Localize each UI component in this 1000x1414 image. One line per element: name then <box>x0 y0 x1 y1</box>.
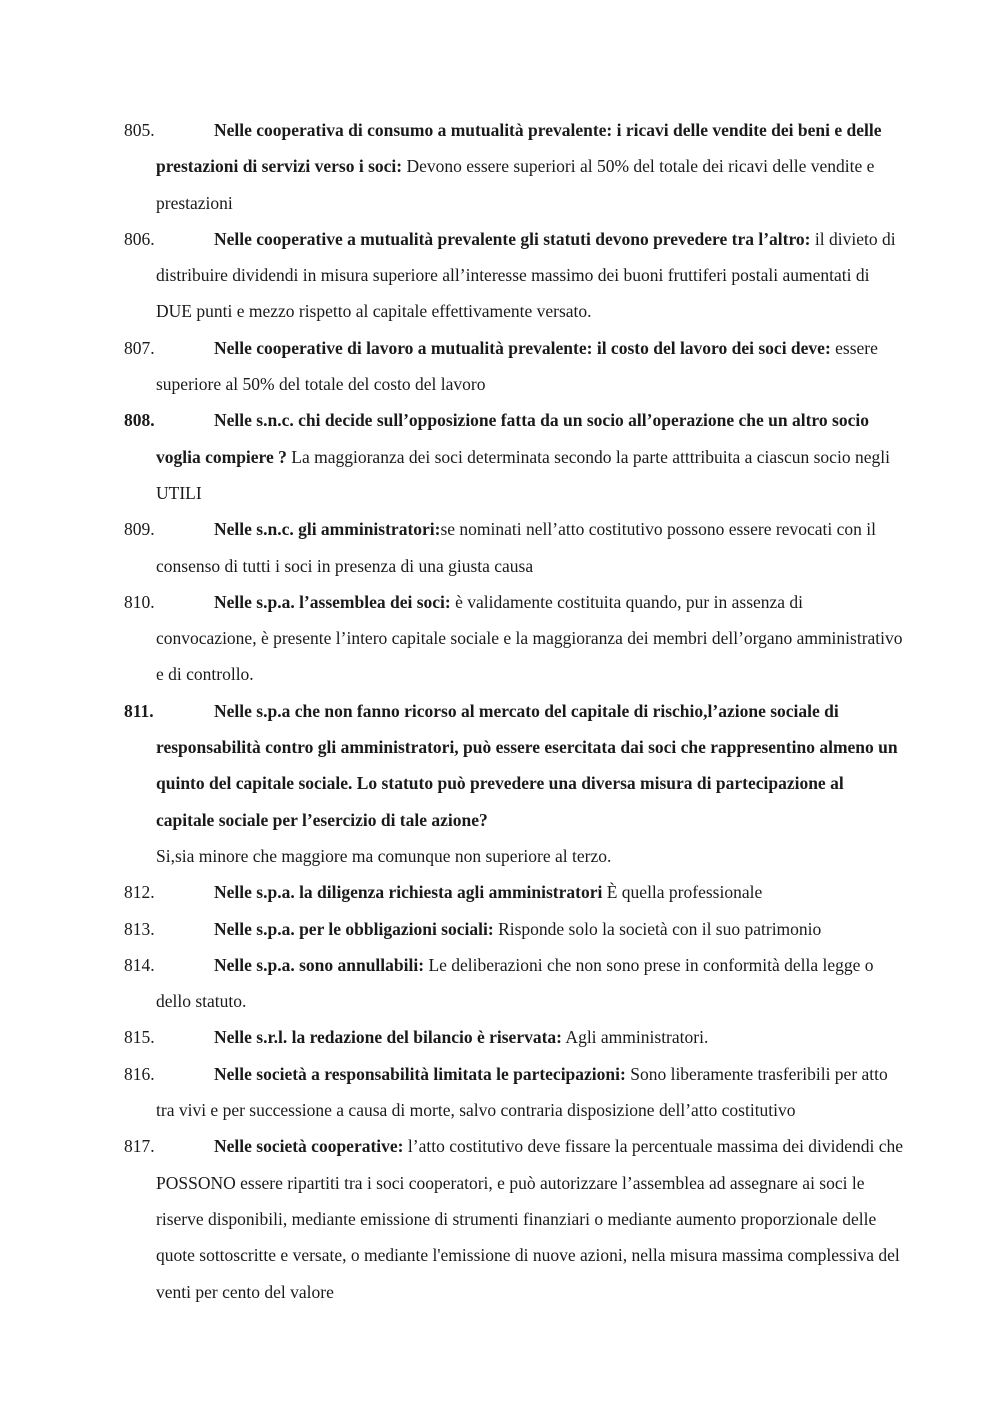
question-text: Nelle s.p.a. l’assemblea dei soci: <box>214 591 451 612</box>
question-text: Nelle s.p.a che non fanno ricorso al mercato del capitale di rischio,l’azione sociale di responsabilità contro gli amministratori, può essere esercitata dai soci che rappresentino almeno un quinto del capitale sociale. Lo statuto può prevedere una diversa misura di partecipazione al capitale sociale per l’esercizio di tale azione? <box>156 700 898 830</box>
question-list <box>124 112 904 1310</box>
answer-text: Risponde solo la società con il suo patrimonio <box>493 918 822 939</box>
answer-text: Le deliberazioni che non sono prese in conformità della legge o dello statuto. <box>156 954 874 1012</box>
item-number: 809. <box>124 519 155 540</box>
answer-text: Si,sia minore che maggiore ma comunque non superiore al terzo. <box>156 845 612 866</box>
answer-text: è validamente costituita quando, pur in assenza di convocazione, è presente l’intero capitale sociale e la maggioranza dei membri dell’organo amministrativo e di controllo. <box>156 591 903 685</box>
question-text: Nelle s.r.l. la redazione del bilancio è riservata: <box>214 1027 563 1048</box>
item-number: 811. <box>124 700 154 721</box>
question-text: Nelle società a responsabilità limitata le partecipazioni: <box>214 1063 626 1084</box>
question-text: Nelle s.p.a. sono annullabili: <box>214 954 425 975</box>
question-text: Nelle cooperative a mutualità prevalente gli statuti devono prevedere tra l’altro: <box>214 228 811 249</box>
list-item <box>124 1056 904 1129</box>
answer-text: Devono essere superiori al 50% del totale dei ricavi delle vendite e prestazioni <box>156 156 875 213</box>
answer-text: Sono liberamente trasferibili per atto tra vivi e per successione a causa di morte, salvo contraria disposizione dell’atto costitutivo <box>156 1063 888 1121</box>
list-item <box>124 221 904 330</box>
question-text: Nelle s.n.c. gli amministratori: <box>214 519 441 540</box>
item-number: 808. <box>124 410 155 431</box>
list-item <box>124 584 904 693</box>
question-text: Nelle s.p.a. per le obbligazioni sociali: <box>214 918 494 939</box>
item-number: 814. <box>124 954 155 975</box>
answer-text: La maggioranza dei soci determinata secondo la parte atttribuita a ciascun socio negli UTILI <box>156 446 890 503</box>
answer-text: se nominati nell’atto costitutivo possono essere revocati con il consenso di tutti i soci in presenza di una giusta causa <box>156 519 876 576</box>
answer-text: essere superiore al 50% del totale del costo del lavoro <box>156 337 878 395</box>
item-number: 806. <box>124 228 155 249</box>
question-text: Nelle società cooperative: <box>214 1136 404 1157</box>
question-text: Nelle s.n.c. chi decide sull’opposizione fatta da un socio all’operazione che un altro socio voglia compiere ? <box>156 410 869 467</box>
list-item <box>124 112 904 221</box>
question-text: Nelle cooperative di lavoro a mutualità prevalente: il costo del lavoro dei soci deve: <box>214 337 831 358</box>
list-item <box>124 693 904 874</box>
item-number: 812. <box>124 882 155 903</box>
list-item <box>124 330 904 403</box>
list-item <box>124 1128 904 1309</box>
list-item <box>124 911 904 947</box>
item-number: 807. <box>124 337 155 358</box>
item-number: 805. <box>124 120 155 140</box>
question-text: Nelle s.p.a. la diligenza richiesta agli amministratori <box>214 882 603 903</box>
item-number: 817. <box>124 1136 155 1157</box>
item-number: 816. <box>124 1063 155 1084</box>
question-text: Nelle cooperativa di consumo a mutualità prevalente: i ricavi delle vendite dei beni e delle prestazioni di servizi verso i soci: <box>156 120 882 177</box>
answer-text: Agli amministratori. <box>562 1027 709 1048</box>
answer-text: È quella professionale <box>602 882 763 903</box>
list-item <box>124 1019 904 1055</box>
item-number: 815. <box>124 1027 155 1048</box>
answer-text: il divieto di distribuire dividendi in misura superiore all’interesse massimo dei buoni fruttiferi postali aumentati di DUE punti e mezzo rispetto al capitale effettivamente versato. <box>156 228 896 322</box>
list-item <box>124 402 904 511</box>
list-item <box>124 874 904 910</box>
list-item <box>124 511 904 584</box>
item-number: 810. <box>124 591 155 612</box>
answer-text: l’atto costitutivo deve fissare la percentuale massima dei dividendi che POSSONO essere ripartiti tra i soci cooperatori, e può autorizzare l’assemblea ad assegnare ai soci le riserve disponibili, mediante emissione di strumenti finanziari o mediante aumento proporzionale delle quote sottoscritte e versate, o mediante l'emissione di nuove azioni, nella misura massima complessiva del venti per cento del valore <box>156 1136 904 1302</box>
list-item <box>124 947 904 1020</box>
item-number: 813. <box>124 918 155 939</box>
